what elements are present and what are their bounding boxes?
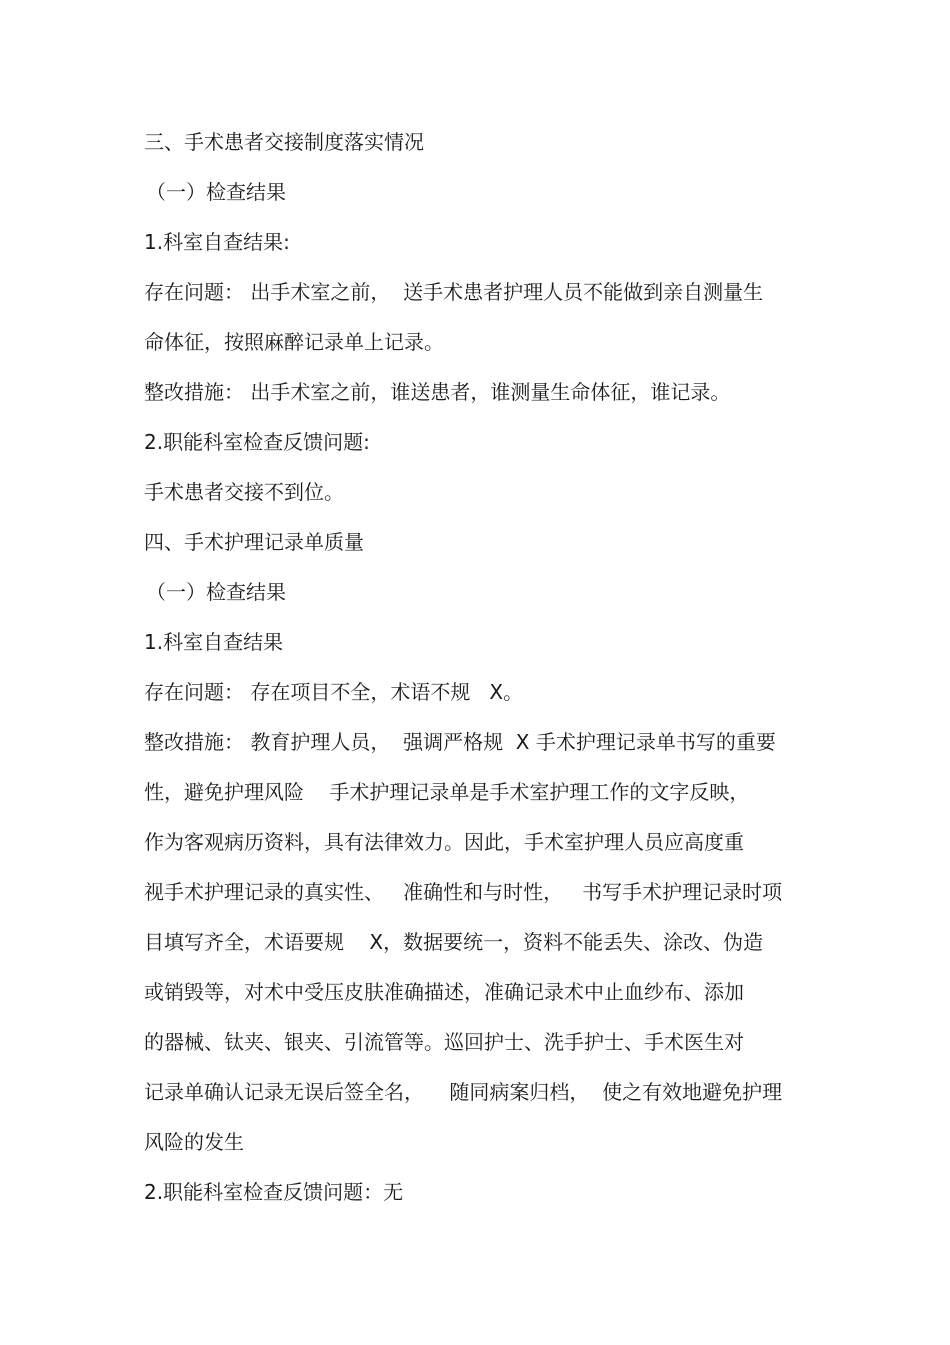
paragraph-line: 作为客观病历资料，具有法律效力。因此，手术室护理人员应高度重: [144, 830, 744, 854]
paragraph-line: 记录单确认记录无误后签全名， 随同病案归档， 使之有效地避免护理: [144, 1080, 783, 1104]
item-heading: 1.科室自查结果:: [144, 230, 290, 254]
paragraph-line: 风险的发生: [144, 1130, 244, 1154]
paragraph-line: 手术患者交接不到位。: [144, 480, 344, 504]
subsection-heading: （一）检查结果: [146, 180, 286, 204]
paragraph-line: 整改措施： 出手术室之前，谁送患者，谁测量生命体征，谁记录。: [144, 380, 731, 404]
item-heading: 2.职能科室检查反馈问题：无: [144, 1180, 404, 1204]
paragraph-line: 整改措施： 教育护理人员， 强调严格规 X 手术护理记录单书写的重要: [144, 730, 776, 754]
section-heading-4: 四、手术护理记录单质量: [144, 530, 364, 554]
subsection-heading: （一）检查结果: [146, 580, 286, 604]
paragraph-line: 目填写齐全，术语要规 X，数据要统一，资料不能丢失、涂改、伪造: [144, 930, 764, 954]
paragraph-line: 性，避免护理风险 手术护理记录单是手术室护理工作的文字反映，: [144, 780, 750, 804]
paragraph-line: 或销毁等，对术中受压皮肤准确描述，准确记录术中止血纱布、添加: [144, 980, 744, 1004]
paragraph-line: 存在问题： 存在项目不全，术语不规 X。: [144, 680, 524, 704]
paragraph-line: 的器械、钛夹、银夹、引流管等。巡回护士、洗手护士、手术医生对: [144, 1030, 744, 1054]
item-heading: 2.职能科室检查反馈问题:: [144, 430, 370, 454]
paragraph-line: 视手术护理记录的真实性、 准确性和与时性， 书写手术护理记录时项: [144, 880, 783, 904]
section-heading-3: 三、手术患者交接制度落实情况: [144, 130, 424, 154]
paragraph-line: 命体征，按照麻醉记录单上记录。: [144, 330, 444, 354]
item-heading: 1.科室自查结果: [144, 630, 284, 654]
paragraph-line: 存在问题： 出手术室之前， 送手术患者护理人员不能做到亲自测量生: [144, 280, 764, 304]
